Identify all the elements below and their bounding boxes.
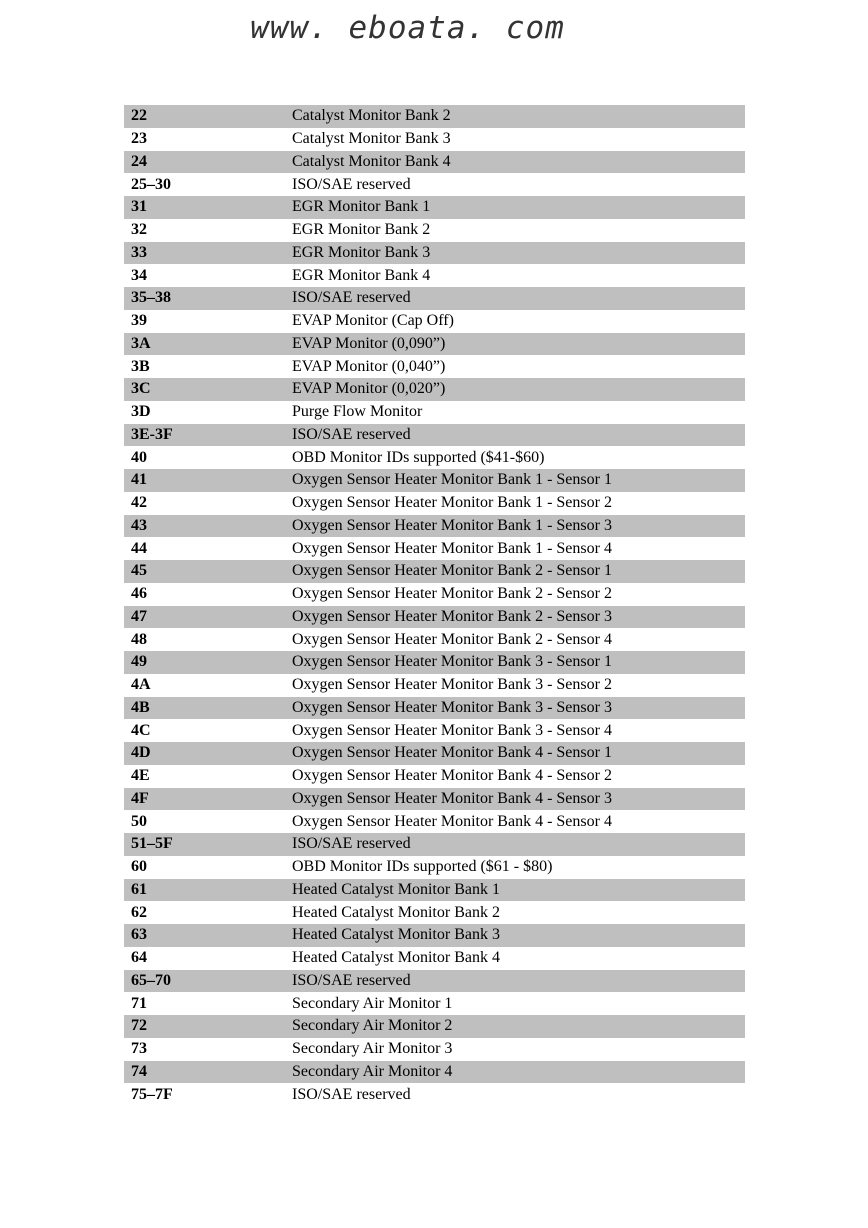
monitor-id-cell: 61 <box>131 880 147 898</box>
table-row <box>124 1083 745 1106</box>
monitor-id-cell: 47 <box>131 607 147 625</box>
table-row <box>124 560 745 583</box>
table-row <box>124 765 745 788</box>
monitor-description-cell: Secondary Air Monitor 1 <box>292 994 453 1012</box>
monitor-id-cell: 31 <box>131 198 147 216</box>
table-row <box>124 469 745 492</box>
monitor-description-cell: Catalyst Monitor Bank 4 <box>292 152 451 170</box>
table-row <box>124 264 745 287</box>
monitor-id-cell: 49 <box>131 653 147 671</box>
monitor-description-cell: EGR Monitor Bank 4 <box>292 266 431 284</box>
monitor-id-cell: 3D <box>131 403 151 421</box>
monitor-description-cell: EGR Monitor Bank 3 <box>292 243 431 261</box>
monitor-id-cell: 4C <box>131 721 151 739</box>
monitor-description-cell: ISO/SAE reserved <box>292 175 411 193</box>
table-row <box>124 105 745 128</box>
monitor-description-cell: OBD Monitor IDs supported ($61 - $80) <box>292 858 553 876</box>
monitor-id-cell: 45 <box>131 562 147 580</box>
monitor-description-cell: Catalyst Monitor Bank 2 <box>292 107 451 125</box>
monitor-description-cell: Oxygen Sensor Heater Monitor Bank 2 - Sensor 1 <box>292 562 612 580</box>
monitor-description-cell: Oxygen Sensor Heater Monitor Bank 2 - Sensor 2 <box>292 585 612 603</box>
monitor-id-cell: 74 <box>131 1062 147 1080</box>
monitor-description-cell: Oxygen Sensor Heater Monitor Bank 1 - Sensor 4 <box>292 539 612 557</box>
table-row <box>124 242 745 265</box>
monitor-description-cell: Heated Catalyst Monitor Bank 4 <box>292 949 500 967</box>
table-row <box>124 446 745 469</box>
table-row <box>124 947 745 970</box>
monitor-id-cell: 25–30 <box>131 175 171 193</box>
monitor-description-cell: Secondary Air Monitor 3 <box>292 1040 453 1058</box>
monitor-id-cell: 46 <box>131 585 147 603</box>
table-row <box>124 287 745 310</box>
table-row <box>124 310 745 333</box>
monitor-description-cell: Secondary Air Monitor 4 <box>292 1062 453 1080</box>
monitor-id-cell: 4A <box>131 676 151 694</box>
table-row <box>124 833 745 856</box>
monitor-id-table <box>124 105 745 1106</box>
monitor-id-cell: 51–5F <box>131 835 173 853</box>
monitor-description-cell: Oxygen Sensor Heater Monitor Bank 3 - Sensor 4 <box>292 721 612 739</box>
watermark-url: www. eboata. com <box>250 10 565 46</box>
monitor-id-cell: 4D <box>131 744 151 762</box>
monitor-id-cell: 4B <box>131 698 150 716</box>
table-row <box>124 515 745 538</box>
monitor-description-cell: Oxygen Sensor Heater Monitor Bank 3 - Sensor 2 <box>292 676 612 694</box>
monitor-id-cell: 3B <box>131 357 150 375</box>
table-row <box>124 901 745 924</box>
monitor-description-cell: OBD Monitor IDs supported ($41-$60) <box>292 448 545 466</box>
monitor-description-cell: EGR Monitor Bank 1 <box>292 198 431 216</box>
monitor-id-cell: 40 <box>131 448 147 466</box>
monitor-description-cell: Heated Catalyst Monitor Bank 1 <box>292 880 500 898</box>
monitor-id-cell: 3A <box>131 334 151 352</box>
monitor-id-cell: 60 <box>131 858 147 876</box>
table-row <box>124 719 745 742</box>
monitor-description-cell: Oxygen Sensor Heater Monitor Bank 2 - Sensor 4 <box>292 630 612 648</box>
monitor-description-cell: EVAP Monitor (Cap Off) <box>292 312 454 330</box>
table-row <box>124 173 745 196</box>
monitor-description-cell: EVAP Monitor (0,090”) <box>292 334 446 352</box>
table-row <box>124 219 745 242</box>
monitor-id-cell: 33 <box>131 243 147 261</box>
monitor-id-cell: 73 <box>131 1040 147 1058</box>
monitor-id-cell: 63 <box>131 926 147 944</box>
table-row <box>124 583 745 606</box>
monitor-id-cell: 48 <box>131 630 147 648</box>
table-row <box>124 651 745 674</box>
monitor-description-cell: EVAP Monitor (0,040”) <box>292 357 446 375</box>
monitor-id-cell: 3E-3F <box>131 425 173 443</box>
monitor-id-cell: 41 <box>131 471 147 489</box>
monitor-description-cell: EGR Monitor Bank 2 <box>292 221 431 239</box>
monitor-description-cell: Oxygen Sensor Heater Monitor Bank 3 - Sensor 3 <box>292 698 612 716</box>
monitor-id-cell: 42 <box>131 494 147 512</box>
table-row <box>124 606 745 629</box>
monitor-description-cell: Oxygen Sensor Heater Monitor Bank 3 - Sensor 1 <box>292 653 612 671</box>
table-row <box>124 924 745 947</box>
table-row <box>124 856 745 879</box>
monitor-description-cell: ISO/SAE reserved <box>292 971 411 989</box>
monitor-description-cell: ISO/SAE reserved <box>292 835 411 853</box>
monitor-description-cell: Oxygen Sensor Heater Monitor Bank 2 - Sensor 3 <box>292 607 612 625</box>
monitor-id-cell: 50 <box>131 812 147 830</box>
monitor-description-cell: Oxygen Sensor Heater Monitor Bank 4 - Sensor 3 <box>292 789 612 807</box>
monitor-description-cell: Oxygen Sensor Heater Monitor Bank 1 - Sensor 1 <box>292 471 612 489</box>
table-row <box>124 1038 745 1061</box>
monitor-description-cell: Secondary Air Monitor 2 <box>292 1017 453 1035</box>
table-row <box>124 697 745 720</box>
table-row <box>124 151 745 174</box>
table-row <box>124 1015 745 1038</box>
table-row <box>124 333 745 356</box>
monitor-description-cell: Oxygen Sensor Heater Monitor Bank 1 - Sensor 2 <box>292 494 612 512</box>
table-row <box>124 401 745 424</box>
monitor-description-cell: ISO/SAE reserved <box>292 1085 411 1103</box>
monitor-id-cell: 32 <box>131 221 147 239</box>
table-row <box>124 355 745 378</box>
monitor-description-cell: Oxygen Sensor Heater Monitor Bank 4 - Sensor 4 <box>292 812 612 830</box>
monitor-description-cell: Oxygen Sensor Heater Monitor Bank 1 - Sensor 3 <box>292 516 612 534</box>
monitor-description-cell: Purge Flow Monitor <box>292 403 423 421</box>
table-row <box>124 378 745 401</box>
monitor-id-cell: 3C <box>131 380 151 398</box>
monitor-description-cell: Heated Catalyst Monitor Bank 2 <box>292 903 500 921</box>
table-row <box>124 810 745 833</box>
monitor-id-cell: 39 <box>131 312 147 330</box>
monitor-id-cell: 23 <box>131 130 147 148</box>
monitor-id-cell: 72 <box>131 1017 147 1035</box>
monitor-id-cell: 22 <box>131 107 147 125</box>
table-row <box>124 537 745 560</box>
monitor-id-cell: 64 <box>131 949 147 967</box>
monitor-id-cell: 44 <box>131 539 147 557</box>
monitor-id-cell: 71 <box>131 994 147 1012</box>
monitor-id-cell: 4E <box>131 767 150 785</box>
table-row <box>124 628 745 651</box>
monitor-description-cell: ISO/SAE reserved <box>292 289 411 307</box>
monitor-description-cell: Heated Catalyst Monitor Bank 3 <box>292 926 500 944</box>
monitor-id-cell: 43 <box>131 516 147 534</box>
table-row <box>124 879 745 902</box>
table-row <box>124 424 745 447</box>
monitor-description-cell: Oxygen Sensor Heater Monitor Bank 4 - Sensor 1 <box>292 744 612 762</box>
table-row <box>124 492 745 515</box>
table-row <box>124 128 745 151</box>
table-row <box>124 196 745 219</box>
table-row <box>124 674 745 697</box>
monitor-description-cell: Oxygen Sensor Heater Monitor Bank 4 - Sensor 2 <box>292 767 612 785</box>
monitor-description-cell: Catalyst Monitor Bank 3 <box>292 130 451 148</box>
monitor-description-cell: ISO/SAE reserved <box>292 425 411 443</box>
table-row <box>124 788 745 811</box>
table-row <box>124 992 745 1015</box>
monitor-description-cell: EVAP Monitor (0,020”) <box>292 380 446 398</box>
table-row <box>124 1061 745 1084</box>
monitor-id-cell: 75–7F <box>131 1085 173 1103</box>
monitor-id-cell: 62 <box>131 903 147 921</box>
monitor-id-cell: 65–70 <box>131 971 171 989</box>
monitor-id-cell: 4F <box>131 789 149 807</box>
monitor-id-cell: 34 <box>131 266 147 284</box>
table-row <box>124 742 745 765</box>
table-row <box>124 970 745 993</box>
monitor-id-cell: 24 <box>131 152 147 170</box>
monitor-id-cell: 35–38 <box>131 289 171 307</box>
